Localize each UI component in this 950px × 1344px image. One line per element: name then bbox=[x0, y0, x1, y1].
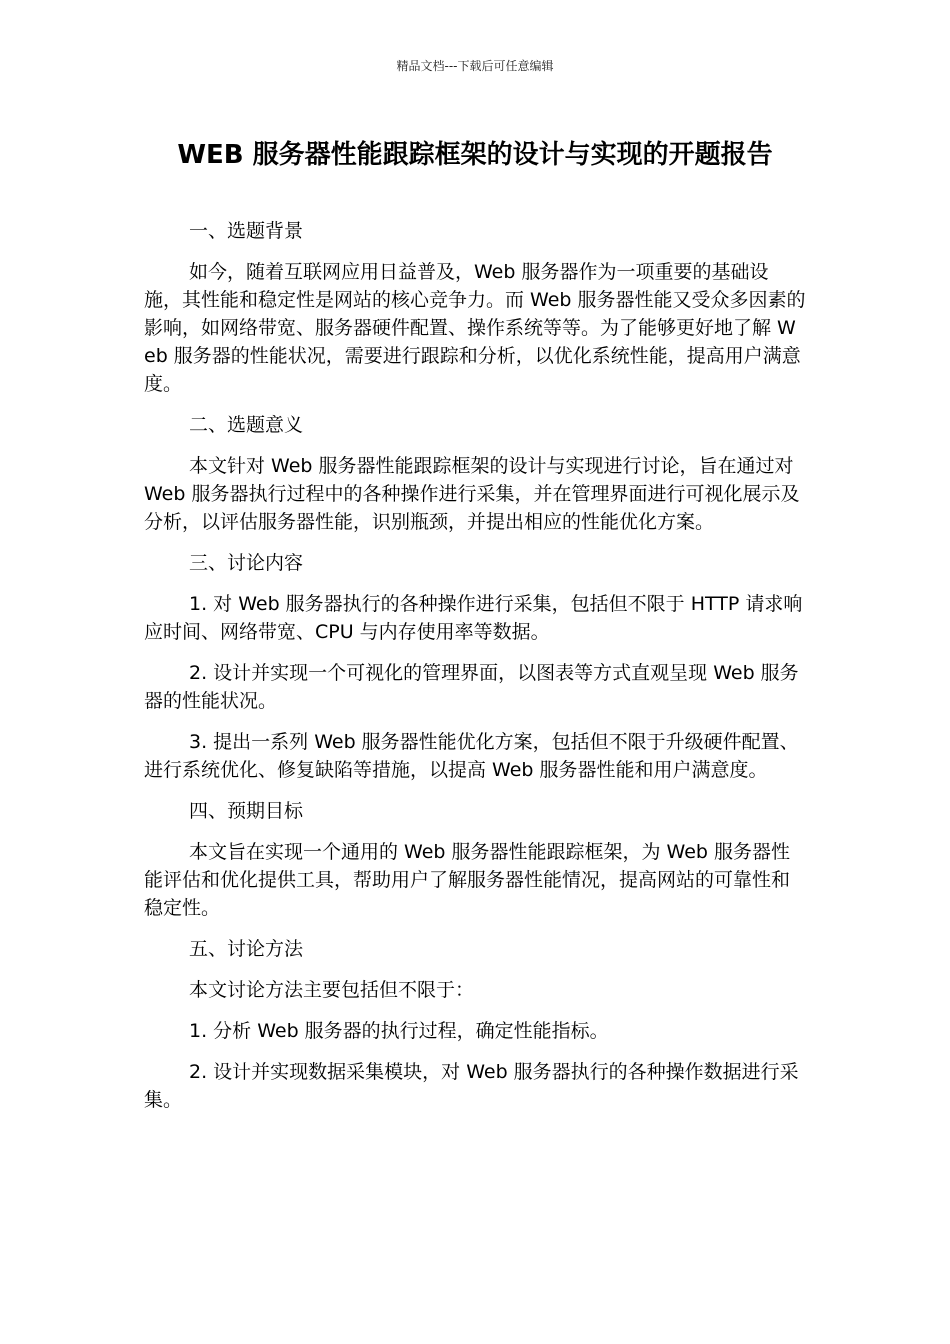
section-heading-content: 三、讨论内容 bbox=[189, 552, 304, 574]
method-list-item-2: 2. 设计并实现数据采集模块，对 Web 服务器执行的各种操作数据进行采集。 bbox=[144, 1061, 799, 1111]
section-heading-goal: 四、预期目标 bbox=[189, 800, 304, 822]
background-paragraph: 如今，随着互联网应用日益普及，Web 服务器作为一项重要的基础设施，其性能和稳定性是网站的核心竞争力。而 Web 服务器性能又受众多因素的影响，如网络带宽、服务器硬件配置、操作系统等等。为了能够更好地了解 Web 服务器的性能状况，需要进行跟踪和分析，以优化系统性能，提高用户满意度。 bbox=[144, 261, 806, 395]
content-list-item-3: 3. 提出一系列 Web 服务器性能优化方案，包括但不限于升级硬件配置、进行系统优化、修复缺陷等措施，以提高 Web 服务器性能和用户满意度。 bbox=[144, 731, 799, 781]
section-heading-method: 五、讨论方法 bbox=[189, 938, 304, 960]
content-list-item-1: 1. 对 Web 服务器执行的各种操作进行采集，包括但不限于 HTTP 请求响应时间、网络带宽、CPU 与内存使用率等数据。 bbox=[144, 593, 803, 643]
method-list-item-1: 1. 分析 Web 服务器的执行过程，确定性能指标。 bbox=[189, 1020, 609, 1042]
method-intro-paragraph: 本文讨论方法主要包括但不限于： bbox=[189, 979, 475, 1001]
document-body bbox=[144, 217, 806, 1127]
page-header-note: 精品文档---下载后可任意编辑 bbox=[396, 59, 554, 73]
content-list-item-2: 2. 设计并实现一个可视化的管理界面，以图表等方式直观呈现 Web 服务器的性能状况。 bbox=[144, 662, 799, 712]
goal-paragraph: 本文旨在实现一个通用的 Web 服务器性能跟踪框架，为 Web 服务器性能评估和优化提供工具，帮助用户了解服务器性能情况，提高网站的可靠性和稳定性。 bbox=[144, 841, 791, 919]
section-heading-background: 一、选题背景 bbox=[189, 220, 304, 242]
significance-paragraph: 本文针对 Web 服务器性能跟踪框架的设计与实现进行讨论，旨在通过对 Web 服务器执行过程中的各种操作进行采集，并在管理界面进行可视化展示及分析，以评估服务器性能，识别瓶颈，并提出相应的性能优化方案。 bbox=[144, 455, 800, 533]
document-title: WEB 服务器性能跟踪框架的设计与实现的开题报告 bbox=[177, 140, 773, 170]
section-heading-significance: 二、选题意义 bbox=[189, 414, 304, 436]
